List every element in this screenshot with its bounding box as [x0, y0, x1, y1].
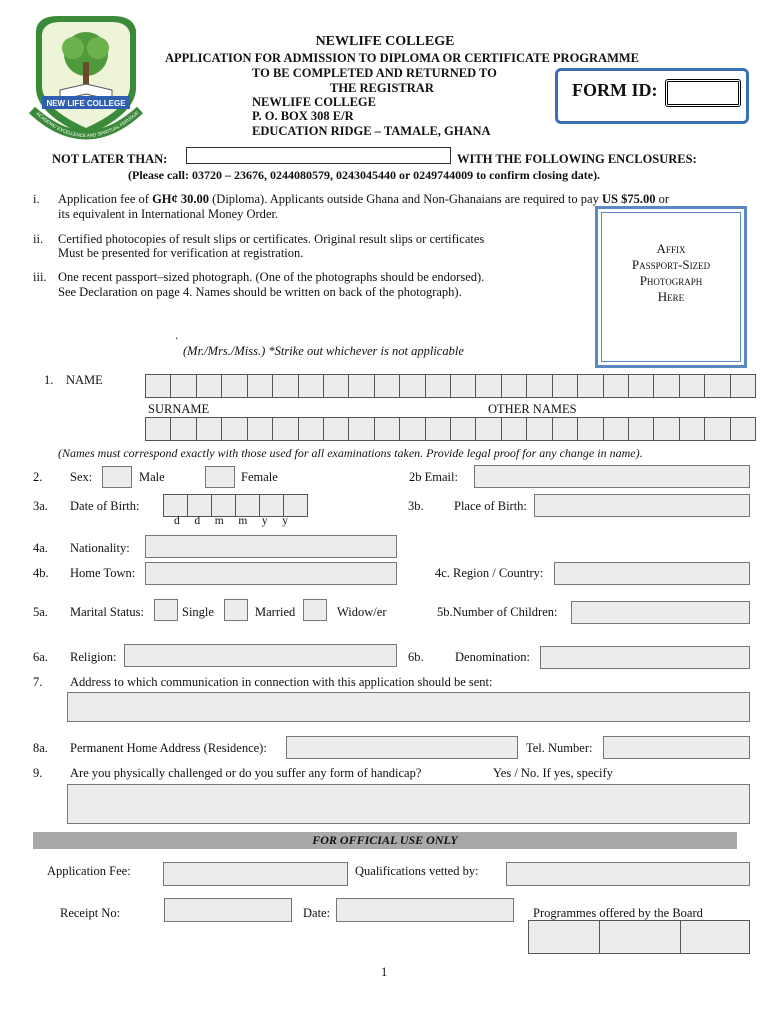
name-char-box[interactable]	[272, 417, 298, 441]
dob-hint: d d m m y y	[174, 515, 289, 527]
vetted-by-input[interactable]	[506, 862, 750, 886]
name-num: 1.	[44, 373, 54, 387]
married-label: Married	[255, 605, 296, 619]
marital-num: 5a.	[33, 605, 48, 619]
pob-input[interactable]	[534, 494, 750, 517]
deadline-suffix: WITH THE FOLLOWING ENCLOSURES:	[457, 152, 697, 166]
name-char-box[interactable]	[425, 417, 451, 441]
name-char-box[interactable]	[374, 374, 400, 398]
date-label: Date:	[303, 906, 331, 920]
call-note: (Please call: 03720 – 23676, 0244080579, 0243045440 or 0249744009 to confirm closing date).	[128, 168, 601, 182]
male-checkbox[interactable]	[102, 466, 132, 488]
name-char-box[interactable]	[653, 374, 679, 398]
perm-address-num: 8a.	[33, 741, 48, 755]
tel-input[interactable]	[603, 736, 750, 759]
name-char-box[interactable]	[577, 417, 603, 441]
name-char-box[interactable]	[475, 417, 501, 441]
religion-label: Religion:	[70, 650, 117, 664]
name-char-box[interactable]	[221, 417, 247, 441]
logo-motto: ACADEMIC EXCELLENCE AND SPIRITUAL FERVOUR	[35, 110, 140, 139]
name-char-box[interactable]	[450, 417, 476, 441]
header-line-6: EDUCATION RIDGE – TAMALE, GHANA	[252, 124, 491, 138]
deadline-label: NOT LATER THAN:	[52, 152, 168, 166]
name-char-box[interactable]	[603, 417, 629, 441]
address-input[interactable]	[67, 692, 750, 722]
enclosure-i-line2: its equivalent in International Money Order.	[58, 207, 279, 221]
date-input[interactable]	[336, 898, 514, 922]
name-char-box[interactable]	[552, 417, 578, 441]
name-char-box[interactable]	[704, 374, 730, 398]
name-label: NAME	[66, 373, 103, 387]
name-char-box[interactable]	[374, 417, 400, 441]
surname-label: SURNAME	[148, 402, 210, 416]
dob-label: Date of Birth:	[70, 499, 140, 513]
form-id-input[interactable]	[665, 79, 741, 107]
handicap-label: Are you physically challenged or do you suffer any form of handicap?	[70, 766, 422, 780]
handicap-input[interactable]	[67, 784, 750, 824]
name-char-box[interactable]	[399, 417, 425, 441]
enclosure-ii-line1: Certified photocopies of result slips or certificates. Original result slips or certificates	[58, 232, 485, 246]
name-char-box[interactable]	[628, 417, 654, 441]
nationality-label: Nationality:	[70, 541, 130, 555]
single-label: Single	[182, 605, 214, 619]
name-char-box[interactable]	[679, 417, 705, 441]
single-checkbox[interactable]	[154, 599, 178, 621]
handicap-num: 9.	[33, 766, 43, 780]
name-char-box[interactable]	[552, 374, 578, 398]
name-char-box[interactable]	[577, 374, 603, 398]
name-char-box[interactable]	[348, 374, 374, 398]
header-line-2: TO BE COMPLETED AND RETURNED TO	[252, 66, 497, 80]
receipt-label: Receipt No:	[60, 906, 121, 920]
widow-checkbox[interactable]	[303, 599, 327, 621]
name-char-box[interactable]	[196, 374, 222, 398]
name-char-box[interactable]	[298, 374, 324, 398]
name-char-box[interactable]	[628, 374, 654, 398]
name-char-box[interactable]	[145, 374, 171, 398]
religion-input[interactable]	[124, 644, 397, 667]
region-input[interactable]	[554, 562, 750, 585]
application-fee-label: Application Fee:	[47, 864, 131, 878]
header-line-5: P. O. BOX 308 E/R	[252, 109, 354, 123]
names-note: (Names must correspond exactly with those used for all examinations taken. Provide legal proof for any change in name).	[58, 446, 643, 460]
enclosure-iii-line1: One recent passport–sized photograph. (One of the photographs should be endorsed).	[58, 270, 485, 284]
photo-box	[595, 206, 747, 368]
header-line-3: THE REGISTRAR	[330, 81, 434, 95]
name-char-box[interactable]	[196, 417, 222, 441]
name-char-box[interactable]	[501, 417, 527, 441]
programme-cell[interactable]	[680, 920, 750, 954]
application-fee-input[interactable]	[163, 862, 348, 886]
name-char-box[interactable]	[145, 417, 171, 441]
page-number: 1	[381, 965, 388, 979]
programme-cell[interactable]	[528, 920, 600, 954]
pob-label: Place of Birth:	[454, 499, 527, 513]
name-char-box[interactable]	[526, 374, 552, 398]
dob-num: 3a.	[33, 499, 48, 513]
deadline-input[interactable]	[186, 147, 451, 164]
programme-cell[interactable]	[599, 920, 681, 954]
name-char-box[interactable]	[653, 417, 679, 441]
name-char-box[interactable]	[170, 374, 196, 398]
enclosure-i-line1: Application fee of GH¢ 30.00 (Diploma). Applicants outside Ghana and Non-Ghanaians are required to pay US $75.00 or	[58, 192, 669, 206]
enclosure-ii-line2: Must be presented for verification at registration.	[58, 246, 304, 260]
receipt-input[interactable]	[164, 898, 292, 922]
region-label: 4c. Region / Country:	[435, 566, 544, 580]
email-label: 2b Email:	[409, 470, 458, 484]
enclosure-iii-num: iii.	[33, 270, 47, 284]
name-char-box[interactable]	[475, 374, 501, 398]
name-char-box[interactable]	[730, 417, 756, 441]
nationality-input[interactable]	[145, 535, 397, 558]
denomination-num: 6b.	[408, 650, 424, 664]
name-char-box[interactable]	[450, 374, 476, 398]
name-char-box[interactable]	[170, 417, 196, 441]
name-char-box[interactable]	[425, 374, 451, 398]
marital-label: Marital Status:	[70, 605, 144, 619]
logo-text: NEW LIFE COLLEGE	[46, 99, 126, 108]
hometown-input[interactable]	[145, 562, 397, 585]
name-char-box[interactable]	[679, 374, 705, 398]
name-char-box[interactable]	[399, 374, 425, 398]
title-dot: .	[175, 328, 179, 342]
name-char-box[interactable]	[272, 374, 298, 398]
address-num: 7.	[33, 675, 43, 689]
vetted-by-label: Qualifications vetted by:	[355, 864, 479, 878]
name-char-box[interactable]	[526, 417, 552, 441]
programmes-label: Programmes offered by the Board	[533, 906, 703, 920]
enclosure-i-num: i.	[33, 192, 40, 206]
female-label: Female	[241, 470, 278, 484]
married-checkbox[interactable]	[224, 599, 248, 621]
name-char-box[interactable]	[501, 374, 527, 398]
name-char-box[interactable]	[348, 417, 374, 441]
photo-instructions: Affix Passport-Sized Photograph Here	[631, 241, 711, 304]
name-char-box[interactable]	[323, 374, 349, 398]
hometown-num: 4b.	[33, 566, 49, 580]
address-label: Address to which communication in connection with this application should be sent:	[70, 675, 493, 689]
denomination-label: Denomination:	[455, 650, 530, 664]
pob-num: 3b.	[408, 499, 424, 513]
surname-boxes[interactable]	[145, 374, 755, 398]
official-use-bar: FOR OFFICIAL USE ONLY	[33, 832, 737, 849]
title-note: (Mr./Mrs./Miss.) *Strike out whichever is not applicable	[183, 344, 464, 358]
hometown-label: Home Town:	[70, 566, 136, 580]
form-id-panel	[555, 68, 749, 124]
children-label: 5b.Number of Children:	[437, 605, 558, 619]
female-checkbox[interactable]	[205, 466, 235, 488]
tel-label: Tel. Number:	[526, 741, 593, 755]
name-char-box[interactable]	[221, 374, 247, 398]
sex-num: 2.	[33, 470, 43, 484]
denomination-input[interactable]	[540, 646, 750, 669]
enclosure-ii-num: ii.	[33, 232, 44, 246]
name-char-box[interactable]	[298, 417, 324, 441]
college-logo	[18, 10, 153, 142]
name-char-box[interactable]	[323, 417, 349, 441]
email-input[interactable]	[474, 465, 750, 488]
religion-num: 6a.	[33, 650, 48, 664]
header-line-4: NEWLIFE COLLEGE	[252, 95, 376, 109]
nationality-num: 4a.	[33, 541, 48, 555]
form-id-label: FORM ID:	[572, 80, 658, 100]
handicap-yes-no: Yes / No. If yes, specify	[493, 766, 613, 780]
other-names-label: OTHER NAMES	[488, 402, 577, 416]
perm-address-label: Permanent Home Address (Residence):	[70, 741, 267, 755]
other-names-boxes[interactable]	[145, 417, 755, 441]
programmes-grid[interactable]	[528, 920, 750, 954]
enclosure-iii-line2: See Declaration on page 4. Names should be written on back of the photograph).	[58, 285, 462, 299]
children-input[interactable]	[571, 601, 750, 624]
widow-label: Widow/er	[337, 605, 387, 619]
name-char-box[interactable]	[247, 374, 273, 398]
name-char-box[interactable]	[730, 374, 756, 398]
dob-boxes[interactable]	[163, 494, 307, 517]
male-label: Male	[139, 470, 165, 484]
perm-address-input[interactable]	[286, 736, 518, 759]
name-char-box[interactable]	[603, 374, 629, 398]
name-char-box[interactable]	[704, 417, 730, 441]
name-char-box[interactable]	[247, 417, 273, 441]
college-name: NEWLIFE COLLEGE	[315, 34, 455, 49]
header-line-1: APPLICATION FOR ADMISSION TO DIPLOMA OR CERTIFICATE PROGRAMME	[165, 51, 640, 65]
sex-label: Sex:	[70, 470, 93, 484]
